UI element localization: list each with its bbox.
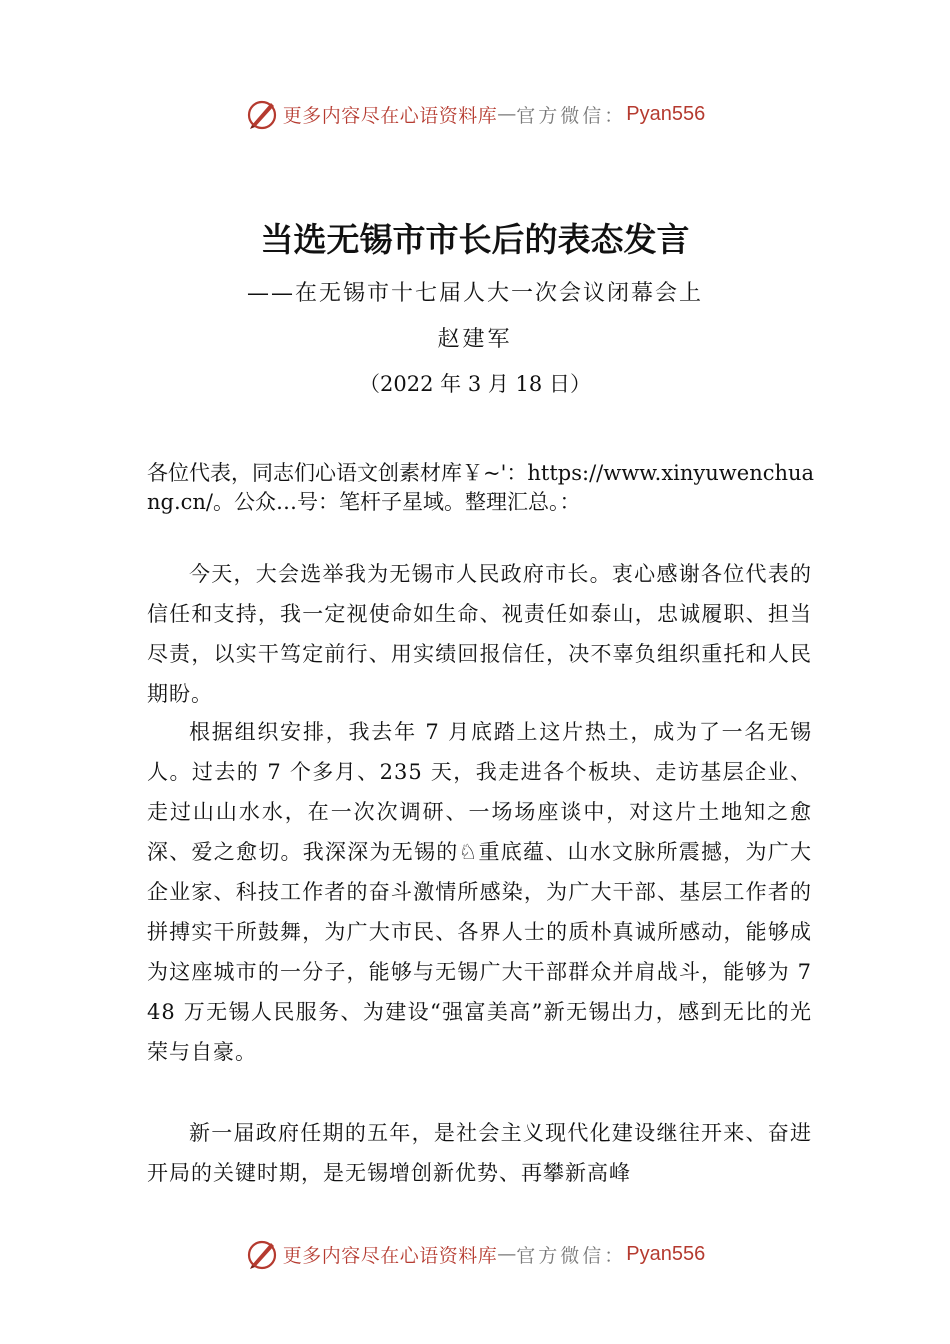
document-author: 赵建军 bbox=[437, 327, 513, 352]
header-watermark-banner bbox=[0, 94, 950, 134]
banner-wechat-id: Pyan556 bbox=[626, 102, 706, 125]
pen-logo-icon bbox=[245, 97, 279, 131]
body-paragraph: 今天，大会选举我为无锡市人民政府市长。衷心感谢各位代表的信任和支持，我一定视使命如生命、视责任如泰山，忠诚履职、担当尽责，以实干笃定前行、用实绩回报信任，决不辜负组织重托和人民期盼。 bbox=[147, 562, 812, 706]
body-paragraph: 新一届政府任期的五年，是社会主义现代化建设继往开来、奋进开局的关键时期，是无锡增创新优势、再攀新高峰 bbox=[147, 1121, 812, 1185]
document-subtitle: ——在无锡市十七届人大一次会议闭幕会上 bbox=[246, 281, 703, 306]
banner-separator: — bbox=[497, 103, 517, 125]
salutation-paragraph: 各位代表，同志们心语文创素材库￥~'：https://www.xinyuwenchuang.cn/。公众…号：笔杆子星域。整理汇总。： bbox=[147, 461, 815, 514]
banner-text: 更多内容尽在心语资料库 bbox=[282, 1244, 498, 1267]
footer-watermark-banner bbox=[0, 1234, 950, 1274]
banner-text: 更多内容尽在心语资料库 bbox=[282, 104, 498, 127]
body-paragraph: 根据组织安排，我去年 7 月底踏上这片热土，成为了一名无锡人。过去的 7 个多月、235 天，我走进各个板块、走访基层企业、走过山山水水，在一次次调研、一场场座谈中，对这片土地知之愈深、爱之愈切。我深深为无锡的♘重底蕴、山水文脉所震撼，为广大企业家、科技工作者的奋斗激情所感染，为广大干部、基层工作者的拼搏实干所鼓舞，为广大市民、各界人士的质朴真诚所感动，能够成为这座城市的一分子，能够与无锡广大干部群众并肩战斗，能够为 748 万无锡人民服务、为建设“强富美高”新无锡出力，感到无比的光荣与自豪。 bbox=[147, 720, 812, 1064]
banner-label: 官方微信： bbox=[516, 1244, 627, 1267]
document-date: （2022 年 3 月 18 日） bbox=[359, 372, 591, 396]
document-title: 当选无锡市市长后的表态发言 bbox=[260, 220, 690, 259]
pen-logo-icon bbox=[245, 1237, 279, 1271]
banner-separator: — bbox=[497, 1243, 517, 1265]
banner-label: 官方微信： bbox=[516, 104, 627, 127]
banner-wechat-id: Pyan556 bbox=[626, 1242, 706, 1265]
